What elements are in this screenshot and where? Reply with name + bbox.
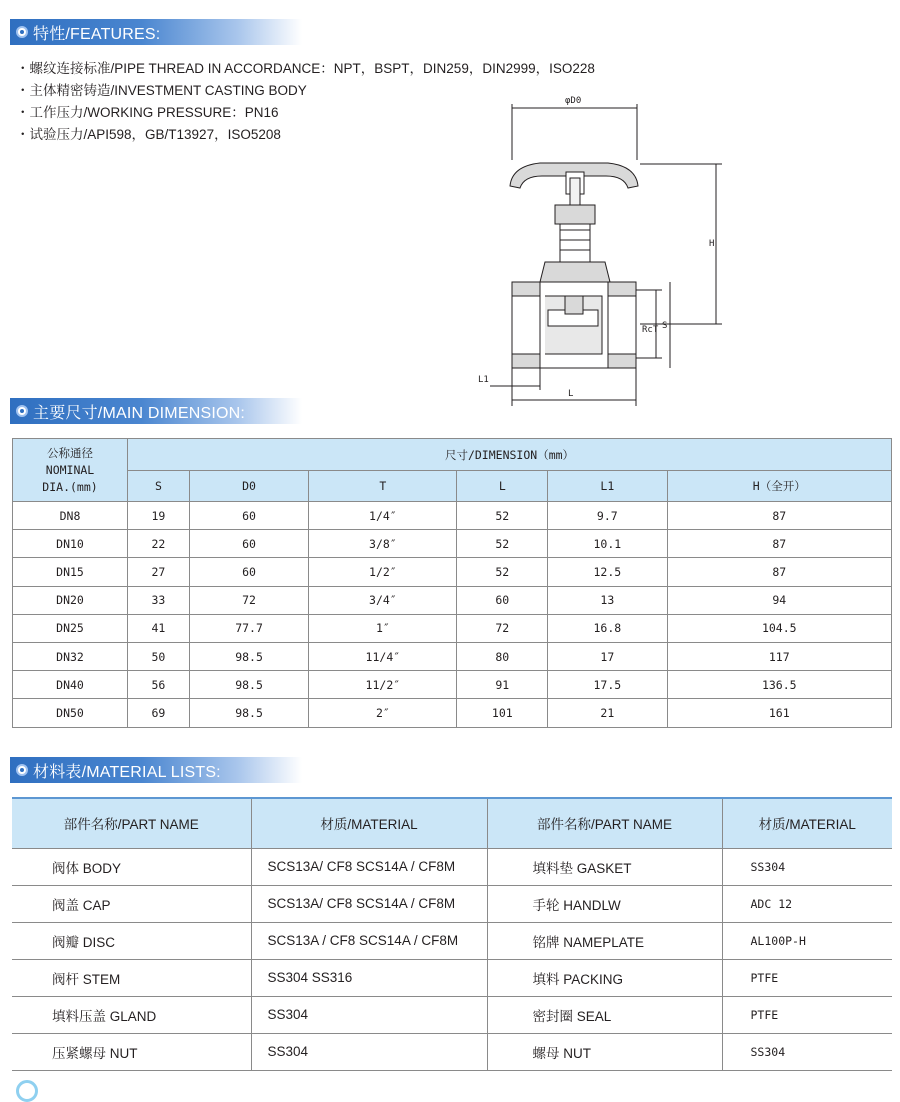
nominal-cell: DN20 (13, 586, 128, 614)
table-cell: 98.5 (189, 642, 308, 670)
table-cell: 91 (457, 671, 548, 699)
material-cell: SS304 (722, 1033, 892, 1070)
feature-item: ・ 试验压力/API598，GB/T13927，ISO5208 (16, 124, 595, 146)
table-cell: 11/2″ (309, 671, 457, 699)
table-row (13, 671, 892, 699)
table-cell: 17.5 (548, 671, 667, 699)
table-cell: 104.5 (667, 614, 891, 642)
table-cell: 17 (548, 642, 667, 670)
column-header: 部件名称/PART NAME (487, 798, 722, 848)
table-row (13, 586, 892, 614)
part-name-cell: 阀盖 CAP (12, 885, 251, 922)
table-cell: 77.7 (189, 614, 308, 642)
table-cell: 33 (128, 586, 190, 614)
material-cell: PTFE (722, 959, 892, 996)
material-cell: SS304 (251, 1033, 487, 1070)
table-cell: 60 (189, 558, 308, 586)
material-cell: SS304 (251, 996, 487, 1033)
s-label: S (662, 321, 668, 331)
table-row (12, 996, 892, 1033)
section-title: 特性/FEATURES: (33, 25, 161, 43)
d0-label: φD0 (565, 96, 582, 106)
part-name-cell: 填料 PACKING (487, 959, 722, 996)
table-cell: 50 (128, 642, 190, 670)
table-row (12, 848, 892, 885)
table-row (12, 1033, 892, 1070)
column-header: L (457, 471, 548, 502)
material-cell: AL100P-H (722, 922, 892, 959)
table-cell: 3/8″ (309, 530, 457, 558)
column-header: S (128, 471, 190, 502)
table-cell: 60 (457, 586, 548, 614)
nominal-header: 公称通径 NOMINAL DIA.(mm) (13, 439, 128, 502)
table-cell: 87 (667, 530, 891, 558)
table-cell: 27 (128, 558, 190, 586)
column-header: T (309, 471, 457, 502)
section-title: 主要尺寸/MAIN DIMENSION: (33, 404, 246, 422)
table-cell: 41 (128, 614, 190, 642)
l1-label: L1 (478, 375, 489, 385)
nominal-cell: DN32 (13, 642, 128, 670)
table-cell: 60 (189, 502, 308, 530)
column-header: 部件名称/PART NAME (12, 798, 251, 848)
table-row (12, 922, 892, 959)
material-cell: SS304 (722, 848, 892, 885)
nominal-cell: DN8 (13, 502, 128, 530)
valve-technical-drawing (470, 88, 715, 413)
feature-item: ・ 工作压力/WORKING PRESSURE：PN16 (16, 102, 595, 124)
material-cell: SCS13A/ CF8 SCS14A / CF8M (251, 885, 487, 922)
table-cell: 52 (457, 558, 548, 586)
part-name-cell: 铭牌 NAMEPLATE (487, 922, 722, 959)
dimension-table (12, 438, 892, 728)
feature-item: ・ 主体精密铸造/INVESTMENT CASTING BODY (16, 80, 595, 102)
table-cell: 10.1 (548, 530, 667, 558)
table-cell: 101 (457, 699, 548, 727)
part-name-cell: 密封圈 SEAL (487, 996, 722, 1033)
table-cell: 11/4″ (309, 642, 457, 670)
materials-section-header (10, 757, 302, 783)
table-cell: 1/2″ (309, 558, 457, 586)
table-cell: 69 (128, 699, 190, 727)
nominal-cell: DN50 (13, 699, 128, 727)
feature-item: ・ 螺纹连接标准/PIPE THREAD IN ACCORDANCE：NPT，BSPT，DIN259，DIN2999，ISO228 (16, 58, 595, 80)
table-cell: 16.8 (548, 614, 667, 642)
bullet-icon (16, 764, 28, 776)
table-cell: 87 (667, 558, 891, 586)
section-title: 材料表/MATERIAL LISTS: (33, 763, 221, 781)
part-name-cell: 填料压盖 GLAND (12, 996, 251, 1033)
table-cell: 60 (189, 530, 308, 558)
material-cell: ADC 12 (722, 885, 892, 922)
bullet-icon (16, 26, 28, 38)
column-header: 材质/MATERIAL (722, 798, 892, 848)
part-name-cell: 螺母 NUT (487, 1033, 722, 1070)
table-cell: 19 (128, 502, 190, 530)
bullet-icon (16, 405, 28, 417)
table-cell: 80 (457, 642, 548, 670)
features-section-header (10, 19, 302, 45)
table-cell: 21 (548, 699, 667, 727)
table-cell: 22 (128, 530, 190, 558)
table-cell: 87 (667, 502, 891, 530)
table-cell: 13 (548, 586, 667, 614)
table-cell: 12.5 (548, 558, 667, 586)
table-cell: 9.7 (548, 502, 667, 530)
dimension-header: 尺寸/DIMENSION（mm） (128, 439, 892, 471)
table-cell: 56 (128, 671, 190, 699)
table-cell: 52 (457, 530, 548, 558)
column-header: L1 (548, 471, 667, 502)
decorative-circle-icon (16, 1080, 38, 1102)
column-header: D0 (189, 471, 308, 502)
table-cell: 72 (457, 614, 548, 642)
rct-label: RcT (642, 325, 659, 335)
table-row (12, 885, 892, 922)
material-cell: PTFE (722, 996, 892, 1033)
nominal-cell: DN40 (13, 671, 128, 699)
part-name-cell: 填料垫 GASKET (487, 848, 722, 885)
table-cell: 3/4″ (309, 586, 457, 614)
table-cell: 52 (457, 502, 548, 530)
table-cell: 72 (189, 586, 308, 614)
table-cell: 117 (667, 642, 891, 670)
table-row (13, 502, 892, 530)
table-row (12, 959, 892, 996)
table-row (13, 558, 892, 586)
part-name-cell: 阀体 BODY (12, 848, 251, 885)
nominal-cell: DN15 (13, 558, 128, 586)
h-label: H (709, 239, 715, 249)
table-row (13, 530, 892, 558)
material-cell: SS304 SS316 (251, 959, 487, 996)
part-name-cell: 阀杆 STEM (12, 959, 251, 996)
table-cell: 2″ (309, 699, 457, 727)
material-table (12, 797, 892, 1071)
part-name-cell: 压紧螺母 NUT (12, 1033, 251, 1070)
nominal-cell: DN25 (13, 614, 128, 642)
l-label: L (568, 389, 574, 399)
table-cell: 98.5 (189, 671, 308, 699)
column-header: H（全开） (667, 471, 891, 502)
material-cell: SCS13A/ CF8 SCS14A / CF8M (251, 848, 487, 885)
nominal-cell: DN10 (13, 530, 128, 558)
part-name-cell: 阀瓣 DISC (12, 922, 251, 959)
table-cell: 136.5 (667, 671, 891, 699)
table-cell: 1″ (309, 614, 457, 642)
table-row (13, 699, 892, 727)
table-cell: 161 (667, 699, 891, 727)
dimension-section-header (10, 398, 302, 424)
table-cell: 1/4″ (309, 502, 457, 530)
table-row (13, 614, 892, 642)
column-header: 材质/MATERIAL (251, 798, 487, 848)
table-cell: 98.5 (189, 699, 308, 727)
table-row (13, 642, 892, 670)
table-cell: 94 (667, 586, 891, 614)
material-cell: SCS13A / CF8 SCS14A / CF8M (251, 922, 487, 959)
part-name-cell: 手轮 HANDLW (487, 885, 722, 922)
